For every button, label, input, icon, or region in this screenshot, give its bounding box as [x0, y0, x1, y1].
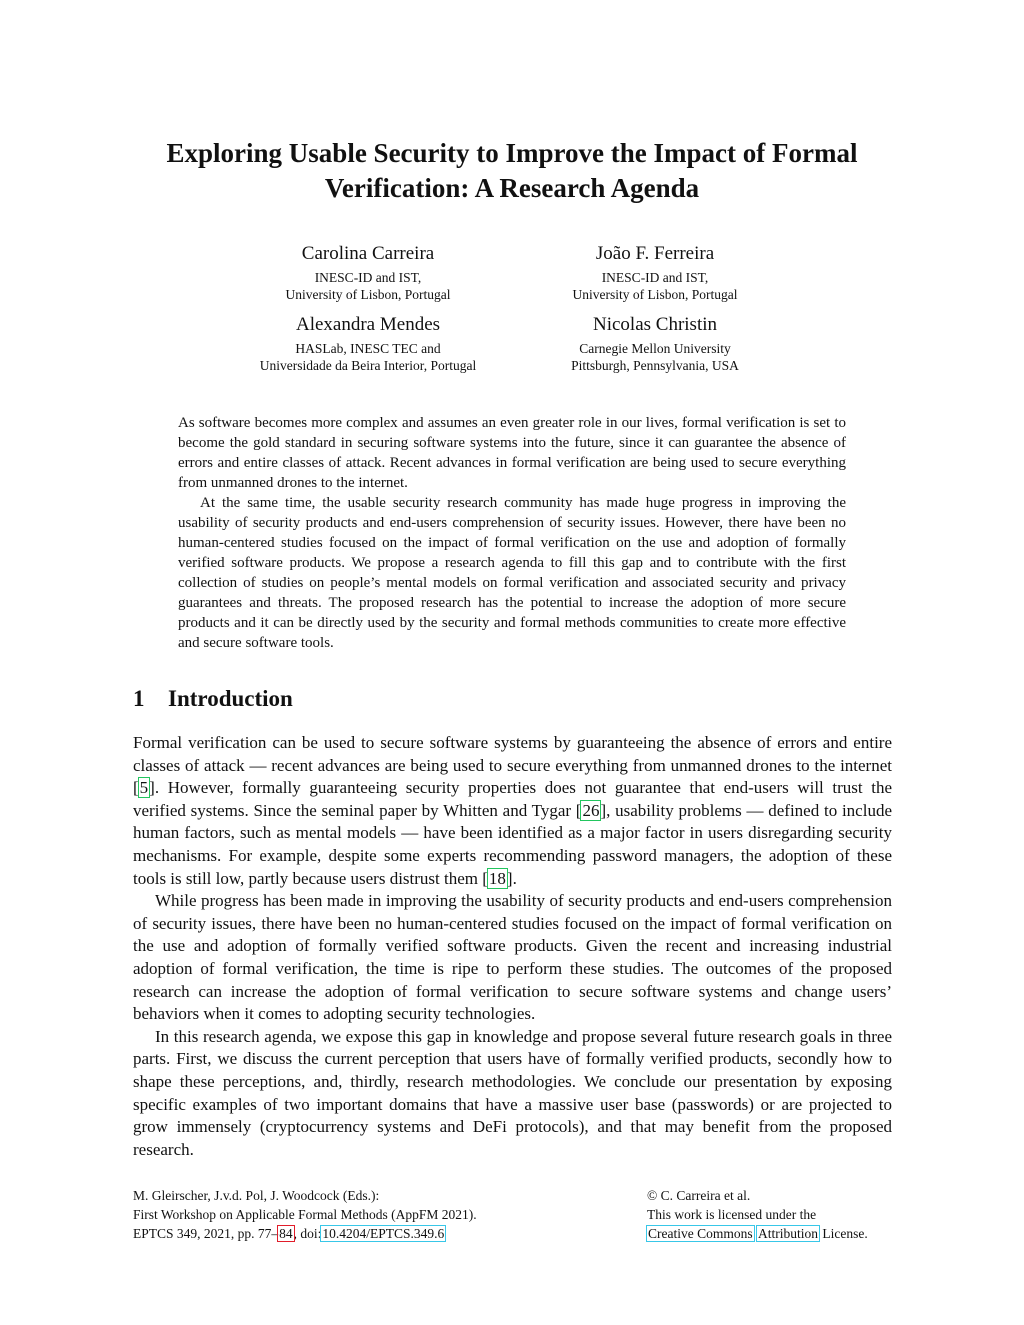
abstract-paragraph: As software becomes more complex and assumes an even greater role in our lives, formal verification is set to become the gold standard in securing software systems into the future, since it can guarantee the absence of errors and entire classes of attack. Recent advances in formal verification are being used to secure everything from unmanned drones to the internet. — [178, 415, 846, 491]
author-affiliation — [218, 341, 518, 374]
author-name: Carolina Carreira — [301, 243, 435, 264]
text-run: ], usability problems — defined to include human factors, such as mental models — have been identified as a major factor in users disregarding security mechanisms. For example, despite some experts recommending password managers, the adoption of these tools is still low, partly because users distrust them [ — [133, 800, 892, 888]
author-block — [218, 314, 518, 374]
section-body — [133, 732, 892, 1161]
author-name: Alexandra Mendes — [295, 314, 441, 335]
affiliation-line: HASLab, INESC TEC and — [295, 341, 441, 356]
abstract — [178, 413, 846, 653]
section-number: 1 — [133, 686, 145, 711]
author-affiliation — [505, 270, 805, 303]
citation-link[interactable]: 26 — [582, 800, 600, 820]
author-block — [218, 243, 518, 303]
paper-title: Exploring Usable Security to Improve the Impact of Formal Verification: A Research Agenda — [166, 138, 858, 203]
footer-workshop: First Workshop on Applicable Formal Methods (AppFM 2021). — [133, 1207, 477, 1222]
citation-link[interactable]: 18 — [488, 868, 506, 888]
text-run: , doi: — [293, 1226, 322, 1241]
abstract-paragraph: At the same time, the usable security research community has made huge progress in improving the usability of security products and end-users comprehension of security issues. However, there have been no human-centered studies focused on the impact of formal verification on the use and adoption of formally verified software products. We propose a research agenda to fill this gap and to contribute with the first collection of studies on people’s mental models on formal verification and associated security and privacy guarantees and threats. The proposed research has the potential to increase the adoption of more secure products and it can be directly used by the security and formal methods communities to create more effective and secure software tools. — [178, 495, 846, 651]
text-run: License. — [819, 1226, 868, 1241]
author-affiliation — [505, 341, 805, 374]
footer-license-links — [647, 1224, 868, 1243]
text-run: ]. However, formally guaranteeing security properties does not guarantee that end-users will trust the verified systems. Since the seminal paper by Whitten and Tygar [ — [133, 778, 892, 820]
doi-link[interactable]: 10.4204/EPTCS.349.6 — [322, 1226, 445, 1241]
affiliation-line: University of Lisbon, Portugal — [572, 286, 738, 302]
affiliation-line: Carnegie Mellon University — [579, 341, 731, 356]
affiliation-line: INESC-ID and IST, — [314, 270, 422, 285]
footer-license-info — [647, 1186, 868, 1243]
footer-publication-info — [133, 1186, 477, 1243]
author-block — [505, 314, 805, 374]
affiliation-line: INESC-ID and IST, — [601, 270, 709, 285]
footer-editors: M. Gleirscher, J.v.d. Pol, J. Woodcock (Eds.): — [133, 1188, 380, 1203]
body-paragraph — [133, 732, 892, 890]
footer-copyright: © C. Carreira et al. — [647, 1188, 751, 1203]
section-title: Introduction — [168, 686, 293, 711]
body-paragraph: While progress has been made in improving the usability of security products and end-users comprehension of security issues, there have been no human-centered studies focused on the impact of formal verification on the use and adoption of formally verified software products. Given the recent and increasing industrial adoption of formal verification, the time is ripe to perform these studies. The outcomes of the proposed research can increase the adoption of formal verification to secure software systems and change users’ behaviors when it comes to adopting security technologies. — [133, 891, 892, 1024]
affiliation-line: Universidade da Beira Interior, Portugal — [259, 357, 477, 373]
section-heading — [133, 685, 293, 713]
text-run: ]. — [506, 868, 517, 888]
affiliation-line: Pittsburgh, Pennsylvania, USA — [571, 357, 739, 373]
attribution-link[interactable]: Attribution — [758, 1226, 818, 1241]
text-run: Formal verification can be used to secure software systems by guaranteeing the absence of errors and entire classes of attack — recent advances are being used to secure everything from unmanned drones to the internet [ — [133, 733, 892, 798]
author-name: João F. Ferreira — [595, 243, 715, 264]
author-block — [505, 243, 805, 303]
citation-link[interactable]: 5 — [139, 778, 149, 798]
footer-eptcs — [133, 1224, 477, 1243]
creative-commons-link[interactable]: Creative Commons — [648, 1226, 753, 1241]
text-run: EPTCS 349, 2021, pp. 77– — [133, 1226, 279, 1241]
author-name: Nicolas Christin — [592, 314, 718, 335]
last-page-link[interactable]: 84 — [279, 1226, 293, 1241]
author-affiliation — [218, 270, 518, 303]
affiliation-line: University of Lisbon, Portugal — [285, 286, 451, 302]
footer-license-line: This work is licensed under the — [647, 1207, 817, 1222]
body-paragraph: In this research agenda, we expose this gap in knowledge and propose several future research goals in three parts. First, we discuss the current perception that users have of formally verified products, secondly how to shape these perceptions, and, thirdly, research methodologies. We conclude our presentation by exposing specific examples of two important domains that have a massive user base (passwords) or are projected to grow immensely (cryptocurrency systems and DeFi protocols), and that may benefit from the proposed research. — [133, 1026, 892, 1159]
